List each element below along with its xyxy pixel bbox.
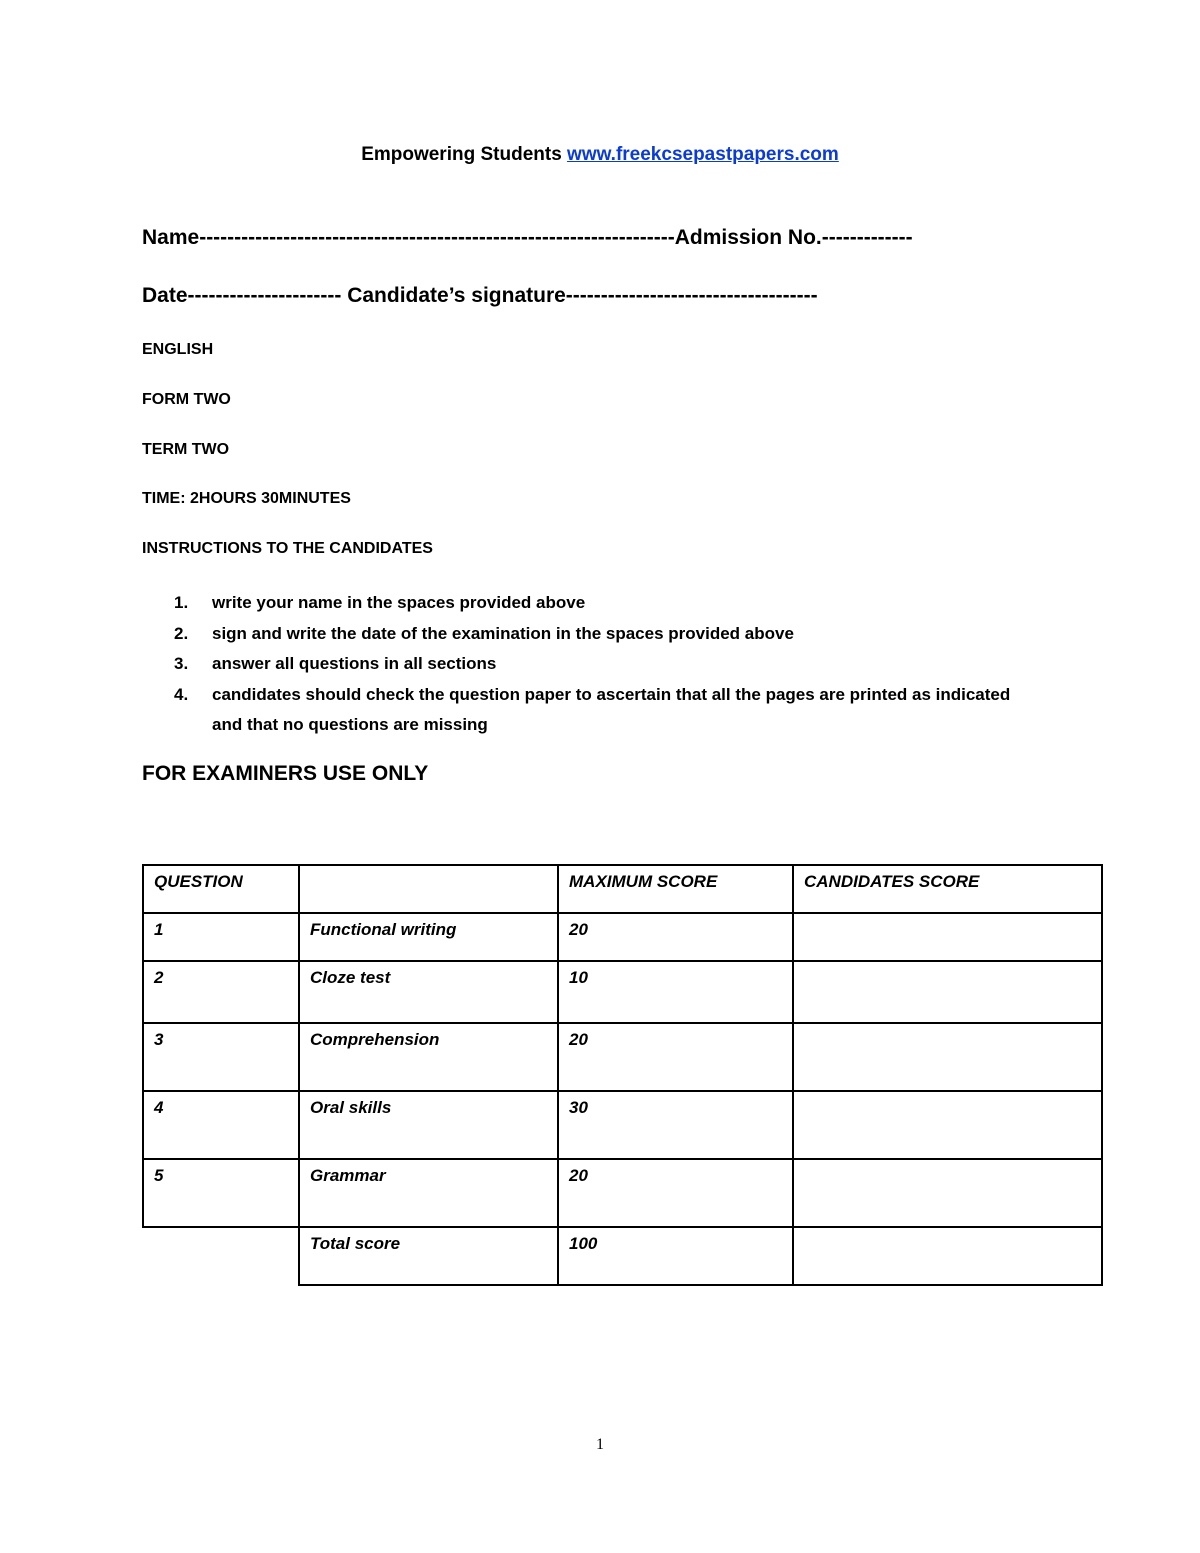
total-candidate-score-cell[interactable] [793, 1227, 1102, 1285]
candidate-score-cell[interactable] [793, 913, 1102, 961]
candidate-score-cell[interactable] [793, 1091, 1102, 1159]
instructions-title: INSTRUCTIONS TO THE CANDIDATES [142, 540, 433, 557]
list-item [142, 680, 1042, 741]
list-item [142, 619, 1042, 650]
page-header [0, 144, 1200, 166]
table-row [143, 1159, 1102, 1227]
page-number: 1 [596, 1436, 604, 1453]
list-text: write your name in the spaces provided above [212, 593, 586, 612]
candidate-score-cell[interactable] [793, 1159, 1102, 1227]
candidate-score-cell[interactable] [793, 961, 1102, 1023]
table-row [143, 1023, 1102, 1091]
question-cell: 5 [143, 1159, 299, 1227]
time-label: TIME: 2HOURS 30MINUTES [142, 490, 351, 507]
header-text: Empowering Students [361, 144, 568, 165]
list-text: answer all questions in all sections [212, 654, 497, 673]
form-label: FORM TWO [142, 391, 231, 408]
table-row [143, 961, 1102, 1023]
website-link[interactable]: www.freekcsepastpapers.com [567, 144, 839, 165]
max-score-cell: 20 [558, 1023, 793, 1091]
list-number: 1. [174, 593, 189, 612]
date-signature-line: Date---------------------- Candidate’s signature------------------------------------ [142, 284, 818, 307]
total-max-cell: 100 [558, 1227, 793, 1285]
list-number: 2. [174, 623, 189, 643]
max-score-cell: 20 [558, 913, 793, 961]
empty-cell [143, 1227, 299, 1285]
table-row [143, 913, 1102, 961]
question-cell: 2 [143, 961, 299, 1023]
list-text: sign and write the date of the examination in the spaces provided above [212, 623, 794, 643]
examiners-title: FOR EXAMINERS USE ONLY [142, 762, 429, 785]
question-cell: 4 [143, 1091, 299, 1159]
candidate-score-cell[interactable] [793, 1023, 1102, 1091]
list-item [142, 588, 1042, 619]
section-cell: Cloze test [299, 961, 558, 1023]
section-cell: Oral skills [299, 1091, 558, 1159]
max-score-cell: 30 [558, 1091, 793, 1159]
section-cell: Comprehension [299, 1023, 558, 1091]
subject-label: ENGLISH [142, 341, 214, 358]
total-label-cell: Total score [299, 1227, 558, 1285]
section-cell: Grammar [299, 1159, 558, 1227]
list-item [142, 649, 1042, 680]
name-admission-line: Name--------------------------------------------------------------------Admission No.------------- [142, 226, 913, 249]
header-cell: MAXIMUM SCORE [558, 865, 793, 913]
list-text: candidates should check the question paper to ascertain that all the pages are printed as indicated and that no questions are missing [212, 684, 1011, 734]
instructions-list [142, 588, 1042, 741]
section-cell: Functional writing [299, 913, 558, 961]
table-header-row [143, 865, 1102, 913]
list-number: 4. [174, 684, 189, 704]
score-table [142, 864, 1103, 1286]
term-label: TERM TWO [142, 441, 230, 458]
question-cell: 1 [143, 913, 299, 961]
header-cell [299, 865, 558, 913]
table-total-row [143, 1227, 1102, 1285]
max-score-cell: 20 [558, 1159, 793, 1227]
question-cell: 3 [143, 1023, 299, 1091]
max-score-cell: 10 [558, 961, 793, 1023]
header-cell: QUESTION [143, 865, 299, 913]
header-cell: CANDIDATES SCORE [793, 865, 1102, 913]
table-row [143, 1091, 1102, 1159]
list-number: 3. [174, 654, 189, 673]
